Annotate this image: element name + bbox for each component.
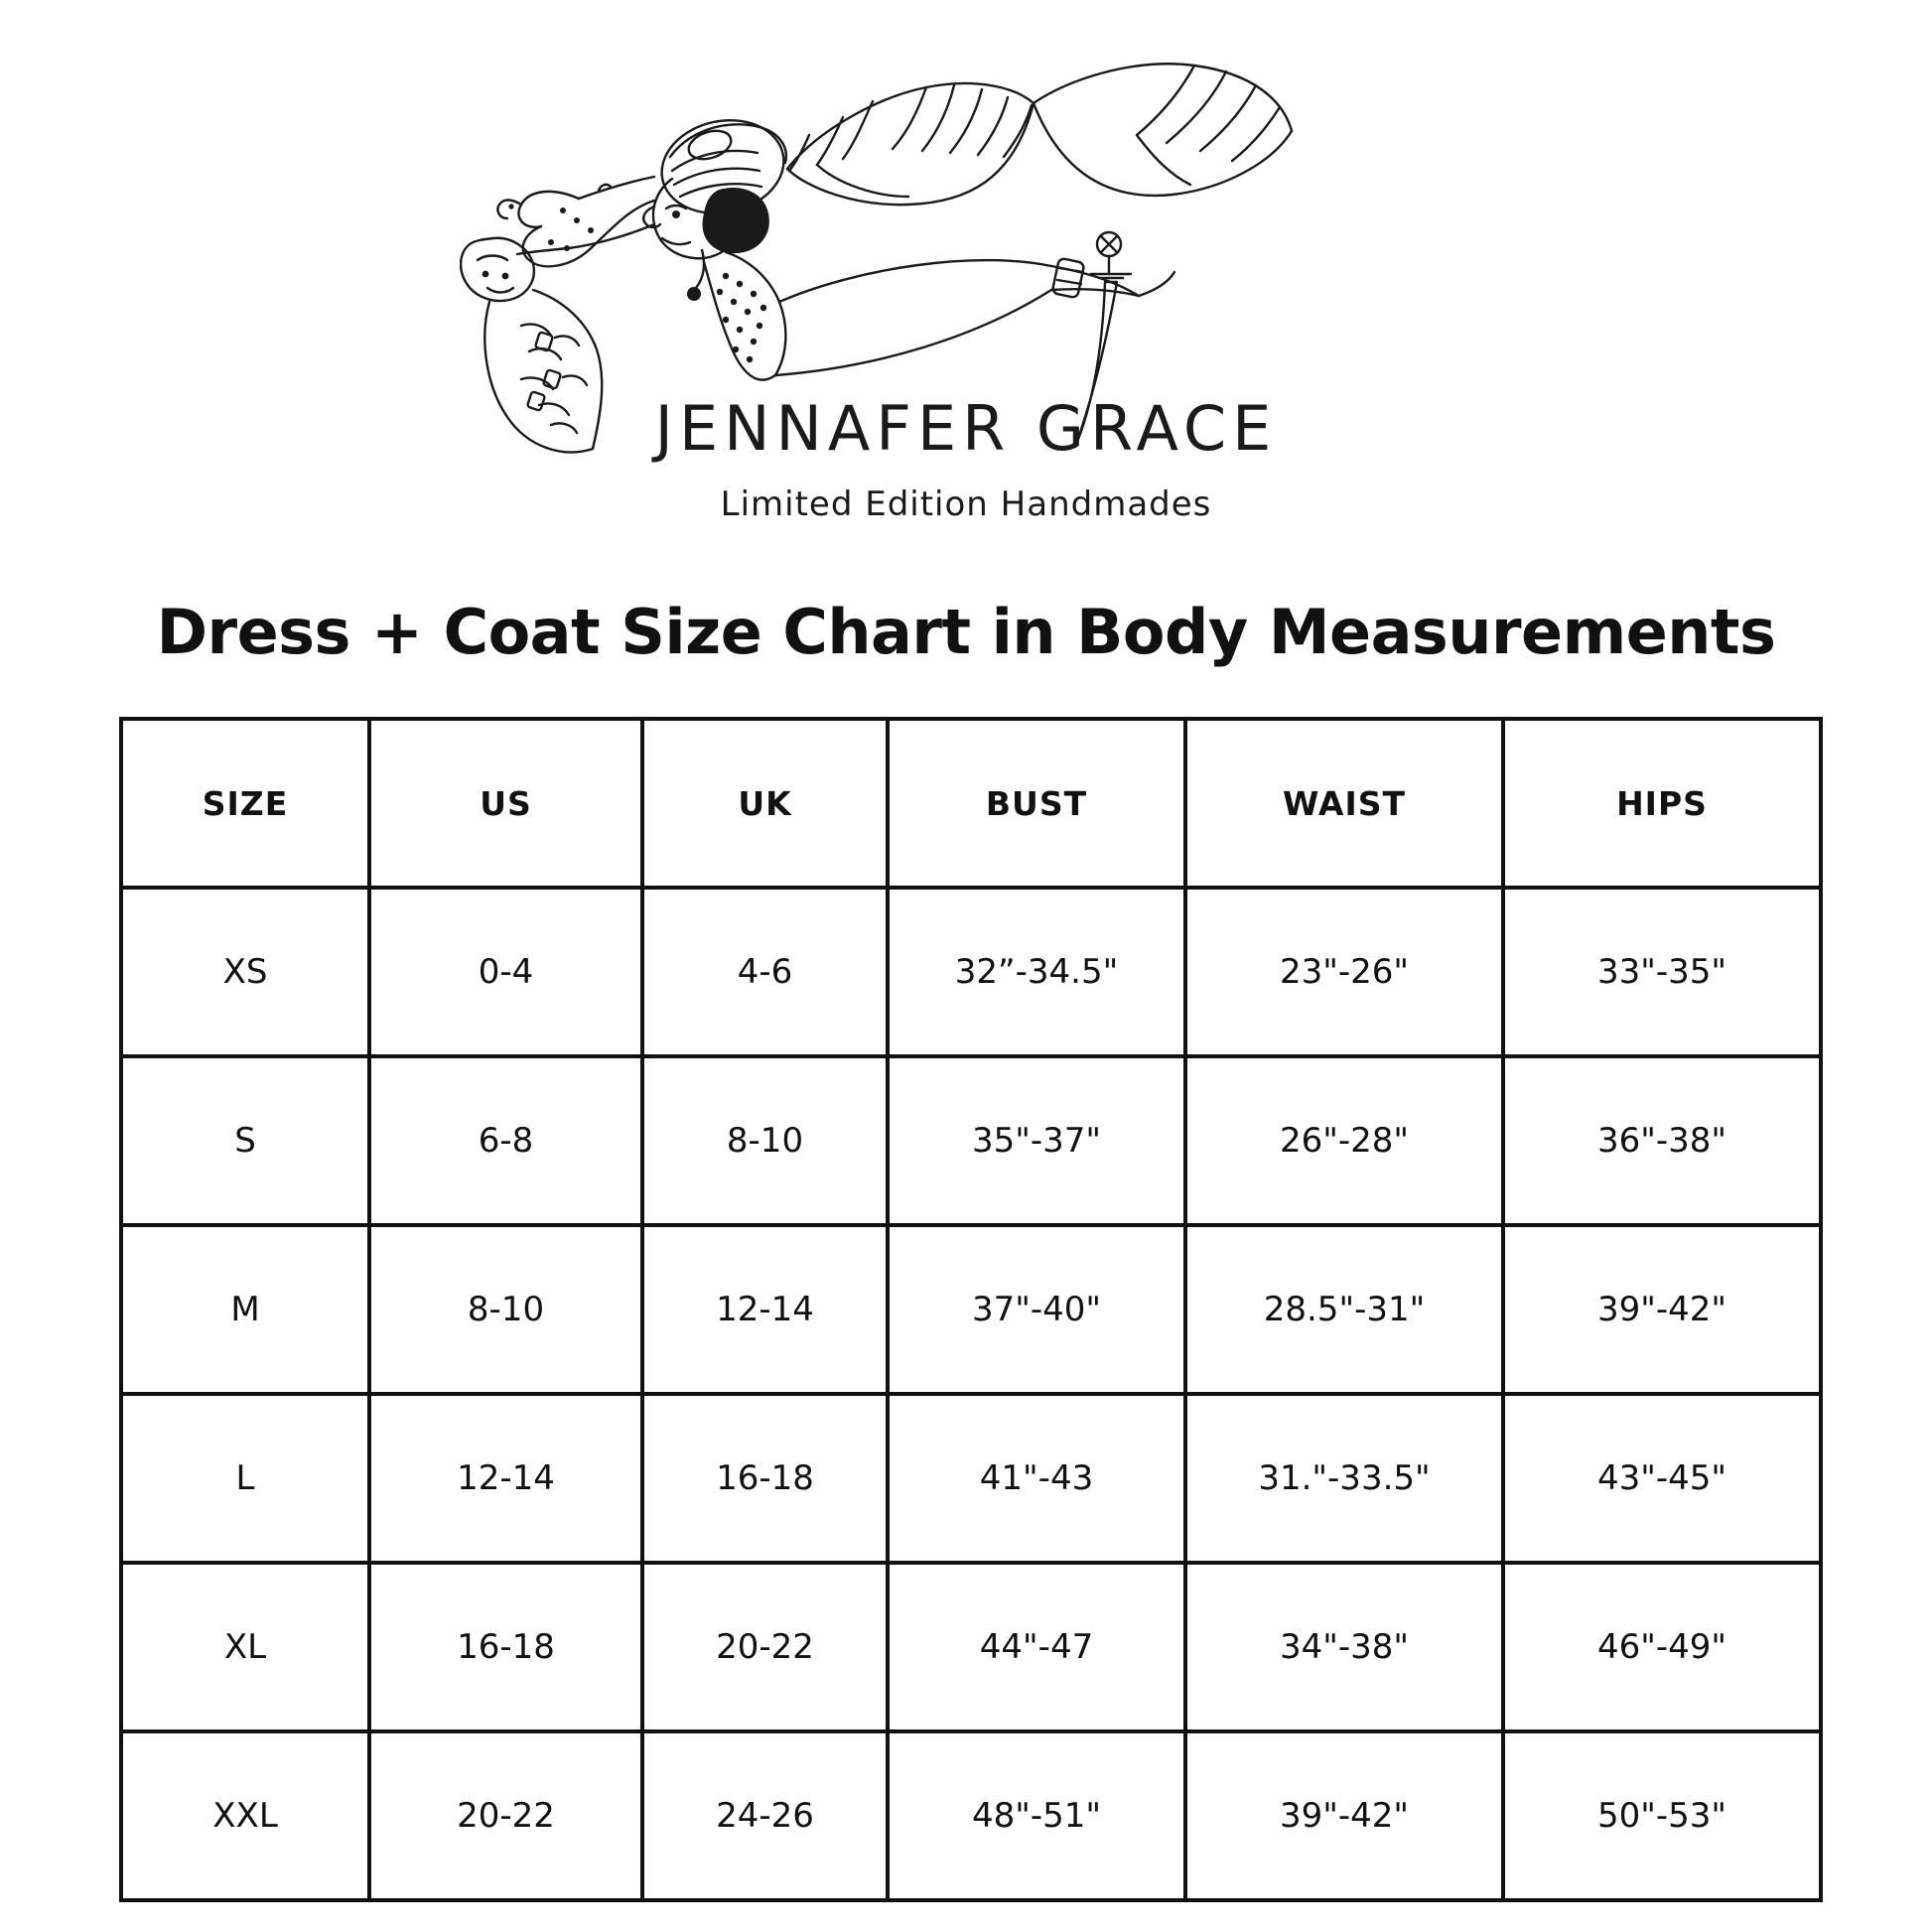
cell-hips: 33"-35": [1503, 888, 1821, 1056]
column-header-us: US: [369, 719, 642, 888]
cell-waist: 23"-26": [1185, 888, 1503, 1056]
cell-size: S: [121, 1056, 369, 1225]
cell-uk: 16-18: [642, 1394, 888, 1563]
cell-bust: 44"-47: [888, 1563, 1185, 1731]
size-chart-table: [119, 717, 1823, 1902]
cell-us: 6-8: [369, 1056, 642, 1225]
cell-bust: 37"-40": [888, 1225, 1185, 1394]
cell-hips: 46"-49": [1503, 1563, 1821, 1731]
page-title: Dress + Coat Size Chart in Body Measurements: [156, 595, 1776, 668]
cell-bust: 35"-37": [888, 1056, 1185, 1225]
column-header-uk: UK: [642, 719, 888, 888]
cell-waist: 26"-28": [1185, 1056, 1503, 1225]
size-chart-table-wrapper: [119, 717, 1819, 1902]
brand-tagline: Limited Edition Handmades: [720, 484, 1212, 524]
cell-hips: 50"-53": [1503, 1731, 1821, 1900]
cell-waist: 28.5"-31": [1185, 1225, 1503, 1394]
table-row: [121, 1731, 1821, 1900]
brand-logo-block: [0, 40, 1932, 524]
cell-uk: 12-14: [642, 1225, 888, 1394]
cell-us: 12-14: [369, 1394, 642, 1563]
table-row: [121, 1563, 1821, 1731]
cell-uk: 8-10: [642, 1056, 888, 1225]
table-row: [121, 888, 1821, 1056]
cell-bust: 32”-34.5": [888, 888, 1185, 1056]
table-header-row: [121, 719, 1821, 888]
cell-us: 8-10: [369, 1225, 642, 1394]
cell-hips: 36"-38": [1503, 1056, 1821, 1225]
cell-us: 0-4: [369, 888, 642, 1056]
cell-uk: 4-6: [642, 888, 888, 1056]
cell-uk: 20-22: [642, 1563, 888, 1731]
cell-size: L: [121, 1394, 369, 1563]
cell-size: XXL: [121, 1731, 369, 1900]
cell-size: XL: [121, 1563, 369, 1731]
table-row: [121, 1056, 1821, 1225]
column-header-hips: HIPS: [1503, 719, 1821, 888]
column-header-waist: WAIST: [1185, 719, 1503, 888]
cell-size: M: [121, 1225, 369, 1394]
brand-name: JENNAFER GRACE: [654, 392, 1278, 465]
cell-bust: 48"-51": [888, 1731, 1185, 1900]
cell-hips: 43"-45": [1503, 1394, 1821, 1563]
cell-waist: 39"-42": [1185, 1731, 1503, 1900]
table-row: [121, 1225, 1821, 1394]
cell-size: XS: [121, 888, 369, 1056]
column-header-size: SIZE: [121, 719, 369, 888]
cell-uk: 24-26: [642, 1731, 888, 1900]
cell-bust: 41"-43: [888, 1394, 1185, 1563]
cell-us: 20-22: [369, 1731, 642, 1900]
cell-us: 16-18: [369, 1563, 642, 1731]
cell-waist: 31."-33.5": [1185, 1394, 1503, 1563]
table-row: [121, 1394, 1821, 1563]
column-header-bust: BUST: [888, 719, 1185, 888]
cell-hips: 39"-42": [1503, 1225, 1821, 1394]
cell-waist: 34"-38": [1185, 1563, 1503, 1731]
